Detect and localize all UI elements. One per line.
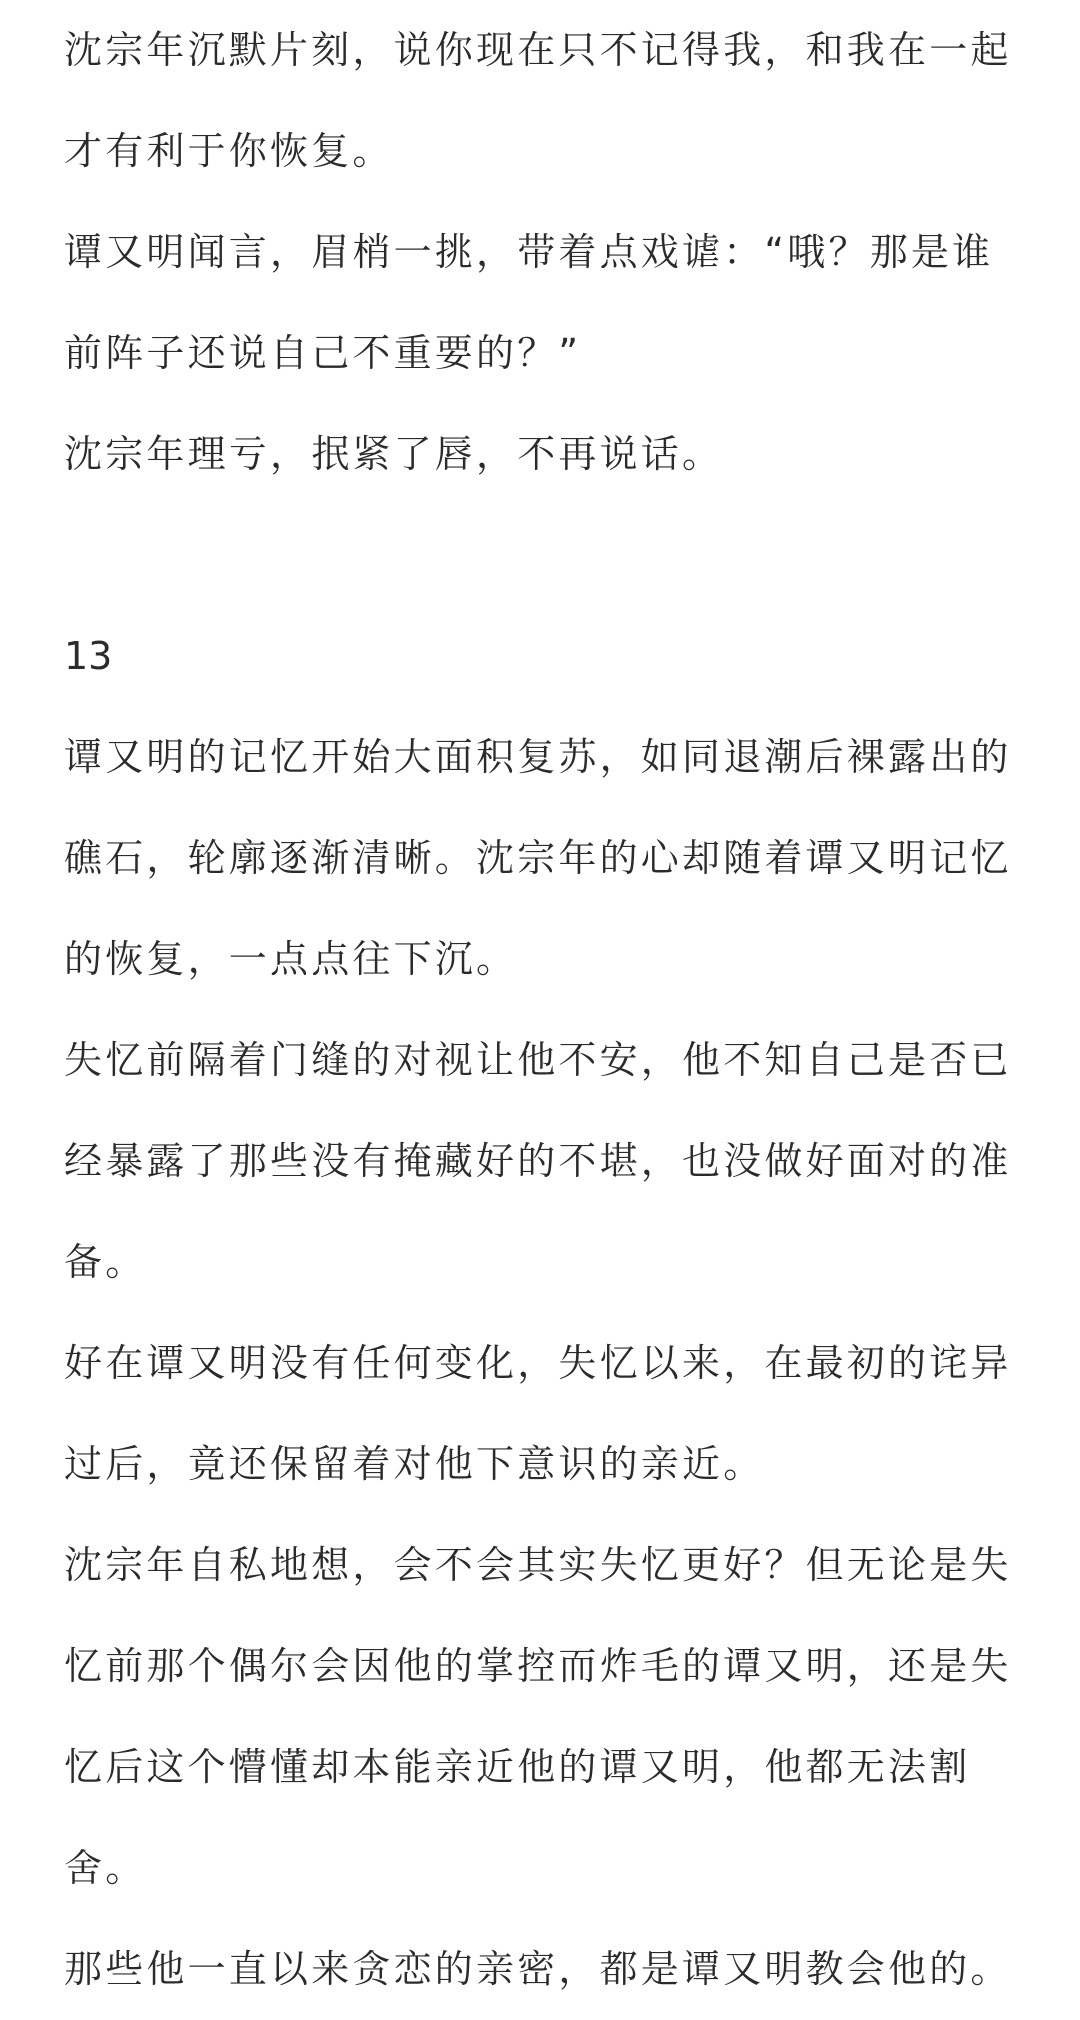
- chapter-number: 13: [64, 634, 113, 678]
- paragraph: 沈宗年自私地想，会不会其实失忆更好？但无论是失忆前那个偶尔会因他的掌控而炸毛的谭又明，还是失忆后这个懵懂却本能亲近他的谭又明，他都无法割舍。: [64, 1543, 1012, 1890]
- section-spacer: [64, 505, 1026, 606]
- paragraph: 好在谭又明没有任何变化，失忆以来，在最初的诧异过后，竟还保留着对他下意识的亲近。: [64, 1341, 1012, 1486]
- paragraph: 沈宗年理亏，抿紧了唇，不再说话。: [64, 432, 724, 476]
- paragraph: 失忆前隔着门缝的对视让他不安，他不知自己是否已经暴露了那些没有掩藏好的不堪，也没做好面对的准备。: [64, 1038, 1012, 1284]
- paragraph: 那些他一直以来贪恋的亲密，都是谭又明教会他的。: [64, 1947, 1012, 1991]
- paragraph: 谭又明闻言，眉梢一挑，带着点戏谑：“哦？那是谁前阵子还说自己不重要的？”: [64, 230, 994, 375]
- paragraph: 谭又明的记忆开始大面积复苏，如同退潮后裸露出的礁石，轮廓逐渐清晰。沈宗年的心却随着谭又明记忆的恢复，一点点往下沉。: [64, 735, 1012, 981]
- paragraph: 沈宗年沉默片刻，说你现在只不记得我，和我在一起才有利于你恢复。: [64, 28, 1012, 173]
- article-body: [64, 0, 1026, 2020]
